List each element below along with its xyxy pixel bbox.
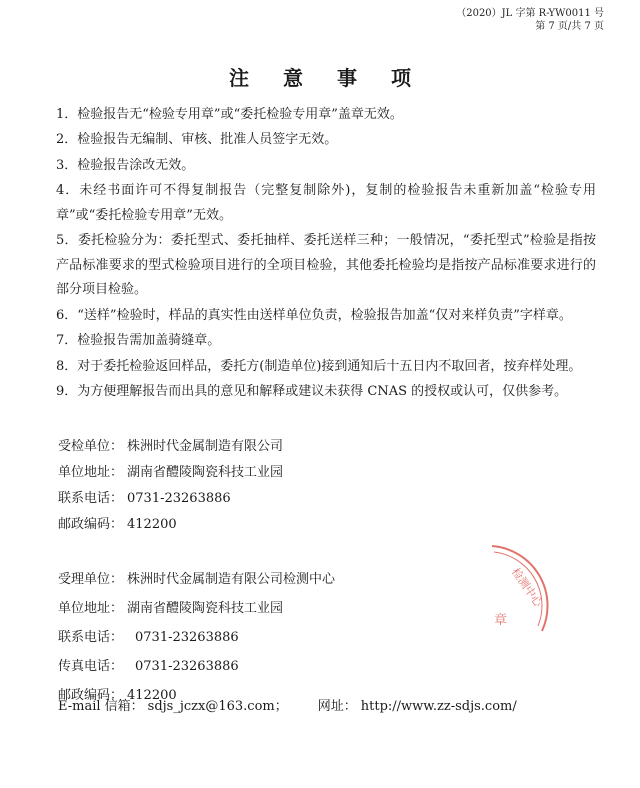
website-link[interactable]: http://www.zz-sdjs.com/ <box>360 699 517 714</box>
field-label: 传真电话： <box>58 659 124 674</box>
accepting-unit-name: 株洲时代金属制造有限公司检测中心 <box>127 572 336 587</box>
field-label: 单位地址： <box>58 601 124 616</box>
page-title: 注意事项 <box>229 66 445 90</box>
accepting-unit-fax-row <box>58 652 335 681</box>
official-stamp <box>472 536 562 646</box>
field-label: 单位地址： <box>58 465 124 480</box>
notice-item: 7．检验报告需加盖骑缝章。 <box>56 333 221 349</box>
email-link[interactable]: sdjs_jczx@163.com； <box>147 699 288 714</box>
inspected-unit-postcode-row <box>58 512 283 538</box>
notice-item: 5．委托检验分为：委托型式、委托抽样、委托送样三种；一般情况，“委托型式”检验是指按产品标准要求的型式检验项目进行的全项目检验，其他委托检验均是指按产品标准要求进行的部分项目检验。 <box>56 233 596 298</box>
report-code: （2020）JL 字第 R-YW0011 号 <box>456 8 604 19</box>
inspected-unit-name-row <box>58 434 283 460</box>
field-label: 邮政编码： <box>58 688 124 703</box>
inspected-unit-postcode: 412200 <box>127 517 177 532</box>
inspected-unit-address-row <box>58 460 283 486</box>
website-label: 网址： <box>317 699 357 714</box>
accepting-unit-address-row <box>58 594 335 623</box>
field-label: 受理单位： <box>58 572 124 587</box>
page-info: 第 7 页/共 7 页 <box>535 21 604 32</box>
inspected-unit-name: 株洲时代金属制造有限公司 <box>127 439 284 454</box>
accepting-unit-phone-row <box>58 623 335 652</box>
inspected-unit-block <box>58 434 283 538</box>
notice-item: 9．为方便理解报告而出具的意见和解释或建议未获得 CNAS 的授权或认可，仅供参考。 <box>56 383 568 399</box>
notice-item: 8．对于委托检验返回样品，委托方(制造单位)接到通知后十五日内不取回者，按弃样处理。 <box>56 358 582 374</box>
notice-item: 3．检验报告涂改无效。 <box>56 157 195 173</box>
field-label: 联系电话： <box>58 630 124 645</box>
inspected-unit-address: 湖南省醴陵陶瓷科技工业园 <box>127 465 284 480</box>
field-label: 邮政编码： <box>58 517 124 532</box>
accepting-unit-phone: 0731-23263886 <box>135 630 239 645</box>
email-label: E-mail 信箱： <box>58 699 144 714</box>
stamp-side-text: 章 <box>494 613 508 628</box>
field-label: 受检单位： <box>58 439 124 454</box>
notice-item: 4．未经书面许可不得复制报告（完整复制除外)，复制的检验报告未重新加盖“检验专用章”或“委托检验专用章”无效。 <box>56 183 596 223</box>
accepting-unit-block <box>58 565 335 710</box>
contact-line <box>58 697 517 717</box>
inspected-unit-phone-row <box>58 486 283 512</box>
accepting-unit-fax: 0731-23263886 <box>135 659 239 674</box>
notice-item: 2．检验报告无编制、审核、批准人员签字无效。 <box>56 132 338 148</box>
field-label: 联系电话： <box>58 491 124 506</box>
notice-item: 6．“送样”检验时，样品的真实性由送样单位负责，检验报告加盖“仅对来样负责”字样章。 <box>56 307 572 323</box>
accepting-unit-name-row <box>58 565 335 594</box>
inspected-unit-phone: 0731-23263886 <box>127 491 231 506</box>
notice-list <box>56 103 596 405</box>
accepting-unit-postcode: 412200 <box>127 688 177 703</box>
accepting-unit-address: 湖南省醴陵陶瓷科技工业园 <box>127 601 284 616</box>
notice-item: 1．检验报告无“检验专用章”或“委托检验专用章”盖章无效。 <box>56 107 403 122</box>
stamp-top-text: 检测中心 <box>508 565 545 610</box>
